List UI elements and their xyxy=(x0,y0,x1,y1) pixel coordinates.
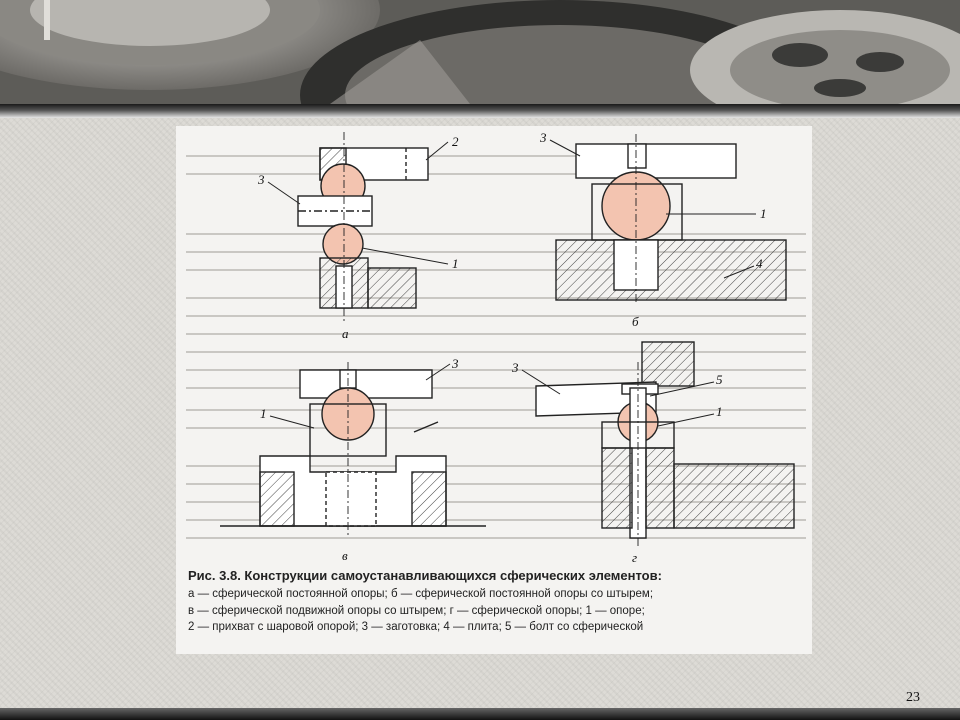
label-b-1: 1 xyxy=(760,206,767,221)
caption-title: Рис. 3.8. Конструкции самоустанавливающихся сферических элементов: xyxy=(188,568,662,583)
figure-panel xyxy=(176,126,812,654)
label-v-1: 1 xyxy=(260,406,267,421)
figure-caption xyxy=(188,566,808,636)
page-number: 23 xyxy=(906,690,920,705)
label-a-name: а xyxy=(342,326,349,341)
label-b-3: 3 xyxy=(540,130,547,145)
banner-divider xyxy=(0,104,960,118)
caption-line: 2 — прихват с шаровой опорой; 3 — заготовка; 4 — плита; 5 — болт со сферической xyxy=(188,621,644,633)
label-v-3: 3 xyxy=(452,356,459,371)
label-a-1: 1 xyxy=(452,256,459,271)
label-b-4: 4 xyxy=(756,256,763,271)
label-g-name: г xyxy=(632,550,638,565)
technical-drawing xyxy=(176,126,812,566)
gear-banner-image xyxy=(0,0,960,104)
footer-bar xyxy=(0,708,960,720)
caption-line: в — сферической подвижной опоры со штырем; г — сферической опоры; 1 — опоре; xyxy=(188,604,645,617)
label-b-name: б xyxy=(632,314,639,329)
view-g-drawing xyxy=(536,342,794,546)
label-g-1: 1 xyxy=(716,404,723,419)
caption-line: а — сферической постоянной опоры; б — сферической постоянной опоры со штырем; xyxy=(188,588,654,600)
label-v-name: в xyxy=(342,548,348,563)
label-a-2: 2 xyxy=(452,134,459,149)
label-a-3: 3 xyxy=(258,172,265,187)
label-g-5: 5 xyxy=(716,372,723,387)
view-a-drawing xyxy=(298,132,428,322)
view-b-drawing xyxy=(556,134,786,304)
label-g-3: 3 xyxy=(512,360,519,375)
